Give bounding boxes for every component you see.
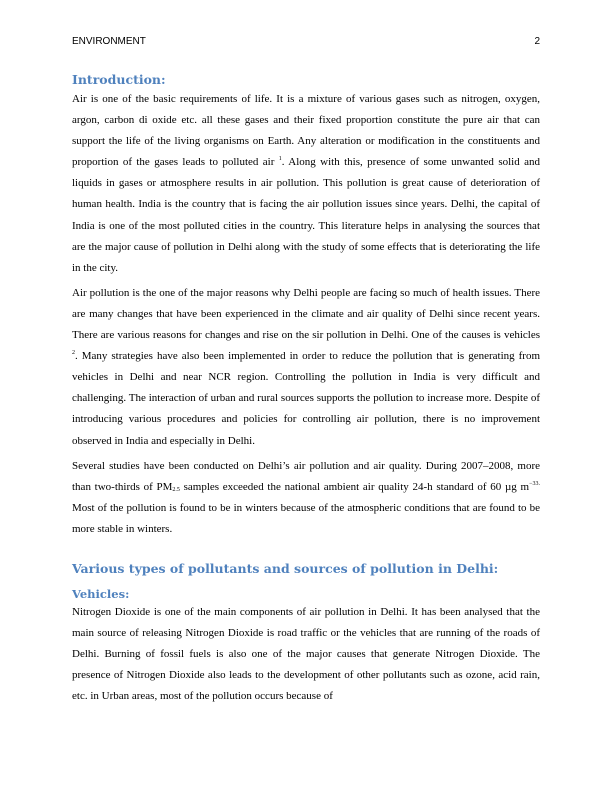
intro-p1-text-a: Air is one of the basic requirements of life. It is a mixture of various gases such as nitrogen, oxygen, argon, carbon di oxide etc. all these gases and their fixed proportion constitute the pure air that can support the life of the living organisms on Earth. Any alteration or modification in the constituents and proportion of the gases leads to polluted air bbox=[72, 93, 540, 169]
footnote-ref-1: 1 bbox=[278, 156, 282, 163]
vehicles-subheading: Vehicles: bbox=[72, 586, 130, 601]
footnote-ref-2: 2 bbox=[72, 350, 75, 357]
intro-p3-text-b: samples exceeded the national ambient air quality 24-h standard of 60 µg m bbox=[179, 480, 530, 493]
running-title: ENVIRONMENT bbox=[72, 36, 146, 47]
intro-heading: Introduction: bbox=[72, 72, 166, 87]
pollutants-heading: Various types of pollutants and sources of pollution in Delhi: bbox=[72, 560, 499, 576]
page-number: 2 bbox=[534, 36, 540, 47]
page-content bbox=[72, 71, 540, 707]
intro-p3-text-c: Most of the pollution is found to be in winters because of the atmospheric conditions that are found to be more stable in winters. bbox=[72, 501, 540, 535]
intro-p3-text-a: Several studies have been conducted on Delhi’s air pollution and air quality. During 2007–2008, more than two-thirds of PM bbox=[72, 459, 540, 493]
intro-p2-text-a: Air pollution is the one of the major reasons why Delhi people are facing so much of health issues. There are many changes that have been experienced in the climate and air quality of Delhi since recent years. There are various reasons for changes and rise on the sir pollution in Delhi. One of the causes is vehicles bbox=[72, 286, 540, 342]
intro-paragraph-2 bbox=[72, 283, 540, 452]
unit-superscript: −33. bbox=[529, 480, 540, 487]
intro-paragraph-3 bbox=[72, 456, 540, 540]
intro-p1-text-b: . Along with this, presence of some unwanted solid and liquids in gases or atmosphere results in air pollution. This pollution is great cause of deterioration of human health. India is the country that is facing the air pollution issues since years. Delhi, the capital of India is one of the most polluted cities in the country. This literature helps in analysing the sources that are the major cause of pollution in Delhi along with the study of some effects that is deteriorating the life in the city. bbox=[72, 156, 540, 274]
pm-subscript: 2.5 bbox=[172, 486, 180, 493]
page-header bbox=[72, 36, 540, 50]
vehicles-paragraph: Nitrogen Dioxide is one of the main components of air pollution in Delhi. It has been analysed that the main source of releasing Nitrogen Dioxide is road traffic or the vehicles that are running of the roads of Delhi. Burning of fossil fuels is also one of the major causes that generate Nitrogen Dioxide. The presence of Nitrogen Dioxide also leads to the development of other pollutants such as ozone, acid rain, etc. in Urban areas, most of the pollution occurs because of bbox=[72, 605, 540, 703]
intro-paragraph-1 bbox=[72, 89, 540, 279]
intro-p2-text-b: . Many strategies have also been implemented in order to reduce the pollution that is generating from vehicles in Delhi and near NCR region. Controlling the pollution in India is very difficult and challenging. The interaction of urban and rural sources supports the pollution to increase more. Despite of introducing various procedures and policies for controlling air pollution, there is no improvement observed in India and especially in Delhi. bbox=[72, 350, 540, 447]
